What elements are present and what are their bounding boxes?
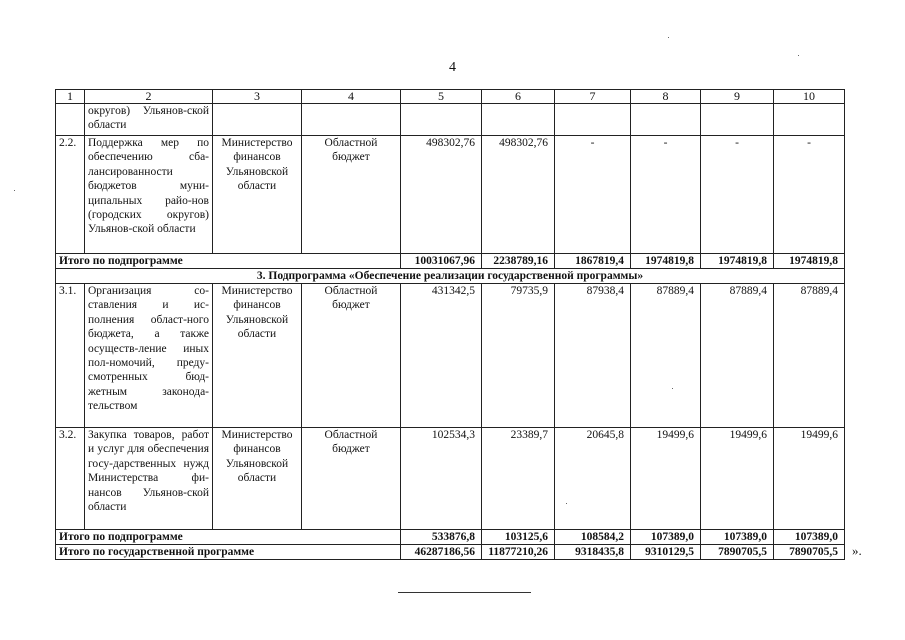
program-total-row: [56, 545, 845, 560]
total-value: 1974819,8: [631, 254, 701, 269]
total-value: 46287186,56: [401, 545, 482, 560]
value-cell: 87889,4: [631, 284, 701, 428]
item-organization: Министерство финансов Ульяновской области: [213, 428, 302, 530]
column-number-header: [56, 90, 845, 104]
total-value: 9318435,8: [555, 545, 631, 560]
item-name: округов) Ульянов-ской области: [85, 104, 213, 136]
item-name: Закупка товаров, работ и услуг для обеспечения госу-дарственных нужд Министерства фи-нансов Ульянов-ской области: [85, 428, 213, 530]
total-value: 9310129,5: [631, 545, 701, 560]
value-cell: 79735,9: [482, 284, 555, 428]
section-title: 3. Подпрограмма «Обеспечение реализации государственной программы»: [56, 269, 845, 284]
header-cell: 6: [482, 90, 555, 104]
total-value: 7890705,5: [774, 545, 845, 560]
total-value: 107389,0: [701, 530, 774, 545]
scan-speck: [672, 388, 673, 389]
subprogram-total-row: [56, 254, 845, 269]
value-cell: 19499,6: [774, 428, 845, 530]
scan-speck: [566, 503, 567, 504]
value-cell: 23389,7: [482, 428, 555, 530]
table-row: [56, 136, 845, 254]
header-cell: 10: [774, 90, 845, 104]
total-value: 2238789,16: [482, 254, 555, 269]
value-cell: -: [555, 136, 631, 254]
value-cell: -: [774, 136, 845, 254]
value-cell: 87889,4: [701, 284, 774, 428]
value-cell: -: [701, 136, 774, 254]
item-funding-source: Областной бюджет: [302, 428, 401, 530]
subprogram-total-row: [56, 530, 845, 545]
header-cell: 8: [631, 90, 701, 104]
total-value: 1974819,8: [774, 254, 845, 269]
value-cell: 19499,6: [701, 428, 774, 530]
total-value: 108584,2: [555, 530, 631, 545]
header-cell: 9: [701, 90, 774, 104]
total-label: Итого по подпрограмме: [56, 254, 401, 269]
budget-table: [55, 89, 845, 560]
item-organization: Министерство финансов Ульяновской области: [213, 284, 302, 428]
value-cell: 498302,76: [401, 136, 482, 254]
section-title-row: [56, 269, 845, 284]
header-cell: 1: [56, 90, 85, 104]
value-cell: 19499,6: [631, 428, 701, 530]
scan-speck: [668, 37, 669, 38]
table-row: [56, 284, 845, 428]
total-value: 1974819,8: [701, 254, 774, 269]
scan-speck: [14, 190, 15, 191]
value-cell: 498302,76: [482, 136, 555, 254]
item-number: 3.2.: [56, 428, 85, 530]
total-label: Итого по государственной программе: [56, 545, 401, 560]
header-cell: 7: [555, 90, 631, 104]
value-cell: 87938,4: [555, 284, 631, 428]
item-name: Поддержка мер по обеспечению сба-лансированности бюджетов муни-ципальных райо-нов (городских округов) Ульянов-ской области: [85, 136, 213, 254]
item-funding-source: Областной бюджет: [302, 136, 401, 254]
total-value: 7890705,5: [701, 545, 774, 560]
value-cell: 431342,5: [401, 284, 482, 428]
total-value: 103125,6: [482, 530, 555, 545]
total-label: Итого по подпрограмме: [56, 530, 401, 545]
value-cell: 20645,8: [555, 428, 631, 530]
header-cell: 3: [213, 90, 302, 104]
value-cell: 102534,3: [401, 428, 482, 530]
item-name: Организация со-ставления и ис-полнения област-ного бюджета, а также осуществ-ление иных пол-номочий, преду-смотренных бюд-жетным законода-тельством: [85, 284, 213, 428]
table-row: [56, 428, 845, 530]
page-number: 4: [449, 60, 456, 75]
total-value: 11877210,26: [482, 545, 555, 560]
closing-quote: ».: [852, 543, 862, 558]
total-value: 10031067,96: [401, 254, 482, 269]
item-organization: Министерство финансов Ульяновской области: [213, 136, 302, 254]
header-cell: 2: [85, 90, 213, 104]
footer-rule: [398, 592, 531, 593]
total-value: 107389,0: [631, 530, 701, 545]
value-cell: 87889,4: [774, 284, 845, 428]
total-value: 1867819,4: [555, 254, 631, 269]
value-cell: -: [631, 136, 701, 254]
item-funding-source: Областной бюджет: [302, 284, 401, 428]
total-value: 107389,0: [774, 530, 845, 545]
continuation-row: [56, 104, 845, 136]
header-cell: 4: [302, 90, 401, 104]
item-number: 2.2.: [56, 136, 85, 254]
scan-speck: [798, 55, 799, 56]
item-number: 3.1.: [56, 284, 85, 428]
total-value: 533876,8: [401, 530, 482, 545]
header-cell: 5: [401, 90, 482, 104]
